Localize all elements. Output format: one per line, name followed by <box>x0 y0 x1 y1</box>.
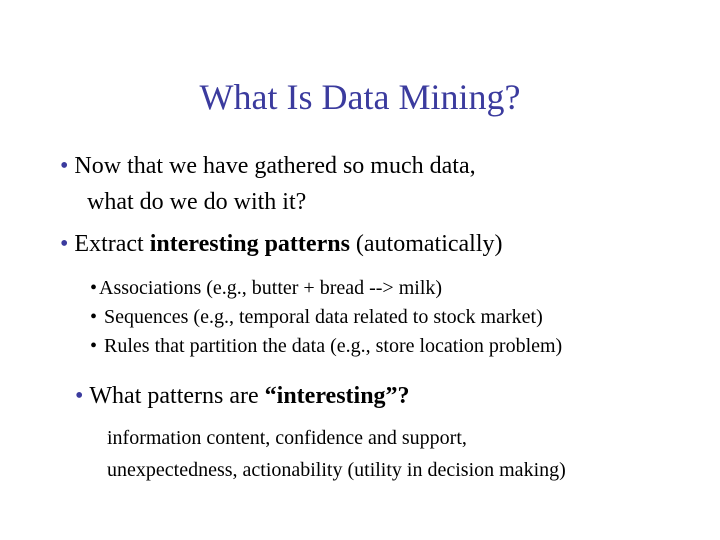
bullet-text-suffix: (automatically) <box>349 231 503 257</box>
bullet-text-prefix: Extract <box>74 231 150 257</box>
interesting-criteria-line-2: unexpectedness, actionability (utility in decision making) <box>107 459 566 481</box>
bullet-text-bold: “interesting”? <box>264 383 410 409</box>
bullet-dot-icon: • <box>60 231 69 257</box>
sub-bullet-dot-icon: • <box>90 335 98 357</box>
bullet-text-bold: interesting patterns <box>149 231 350 257</box>
sub-bullet-text: Associations (e.g., butter + bread --> milk) <box>99 277 443 299</box>
slide-title: What Is Data Mining? <box>199 77 521 117</box>
sub-bullet-text: Sequences (e.g., temporal data related to stock market) <box>104 306 543 328</box>
bullet-gathered-data-cont: what do we do with it? <box>87 189 307 215</box>
sub-bullet-dot-icon: • <box>90 277 98 299</box>
bullet-gathered-data <box>60 150 476 182</box>
bullet-extract-patterns <box>60 228 503 260</box>
sub-bullet-associations <box>90 274 442 303</box>
sub-bullet-rules <box>90 332 562 361</box>
sub-bullet-text: Rules that partition the data (e.g., store location problem) <box>104 335 563 357</box>
bullet-dot-icon: • <box>75 383 84 409</box>
bullet-interesting-patterns <box>75 380 410 412</box>
sub-bullet-dot-icon: • <box>90 306 98 328</box>
bullet-text-prefix: What patterns are <box>89 383 265 409</box>
interesting-criteria-line-1: information content, confidence and support, <box>107 427 467 449</box>
bullet-dot-icon: • <box>60 153 69 179</box>
sub-bullet-sequences <box>90 303 543 332</box>
bullet-text: Now that we have gathered so much data, <box>74 153 476 179</box>
